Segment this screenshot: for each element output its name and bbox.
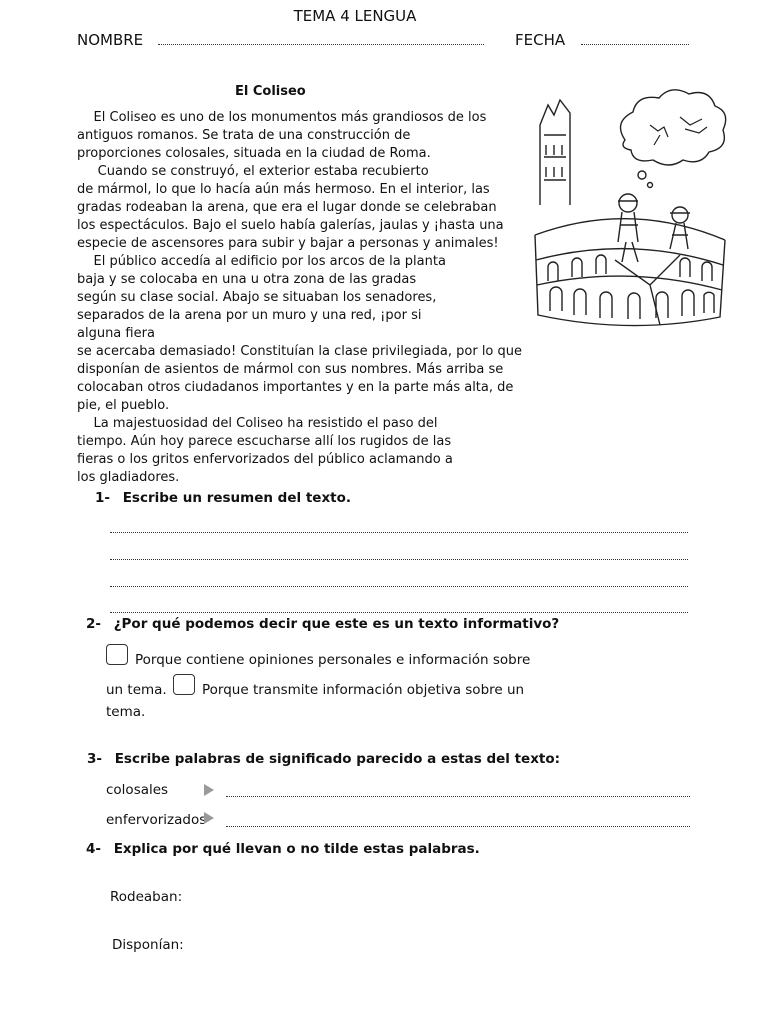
option-a-label: Porque contiene opiniones personales e información sobre bbox=[135, 652, 531, 668]
question-number: 1- bbox=[95, 490, 110, 506]
answer-line[interactable] bbox=[110, 559, 688, 560]
question-4 bbox=[86, 841, 480, 857]
synonym-input-1[interactable] bbox=[226, 796, 690, 797]
answer-line[interactable] bbox=[110, 586, 688, 587]
story-text bbox=[77, 109, 522, 487]
question-text: Explica por qué llevan o no tilde estas palabras. bbox=[113, 841, 480, 857]
question-2 bbox=[86, 616, 559, 632]
question-text: ¿Por qué podemos decir que este es un texto informativo? bbox=[113, 616, 560, 632]
story-line: los espectáculos. Bajo el suelo había galerías, jaulas y ¡hasta una bbox=[77, 218, 504, 233]
option-b-label: Porque transmite información objetiva sobre un bbox=[202, 682, 525, 698]
story-line: según su clase social. Abajo se situaban los senadores, bbox=[77, 290, 437, 305]
story-line: de mármol, lo que lo hacía aún más hermoso. En el interior, las bbox=[77, 182, 490, 197]
story-line: los gladiadores. bbox=[77, 470, 180, 485]
story-line: baja y se colocaba en una u otra zona de las gradas bbox=[77, 272, 417, 287]
arrow-right-icon bbox=[204, 784, 214, 796]
story-line: El Coliseo es uno de los monumentos más grandiosos de los bbox=[77, 110, 487, 125]
option-a-label-cont: un tema. bbox=[106, 682, 167, 698]
question-text: Escribe palabras de significado parecido a estas del texto: bbox=[114, 751, 561, 767]
name-field[interactable] bbox=[158, 44, 484, 45]
story-line: tiempo. Aún hoy parece escucharse allí los rugidos de las bbox=[77, 434, 452, 449]
arrow-right-icon bbox=[204, 812, 214, 824]
question-number: 4- bbox=[86, 841, 101, 857]
option-b-checkbox[interactable] bbox=[173, 674, 195, 695]
option-a-checkbox[interactable] bbox=[106, 644, 128, 665]
word-rodeaban: Rodeaban: bbox=[110, 889, 183, 905]
name-label: NOMBRE bbox=[77, 31, 144, 49]
date-label: FECHA bbox=[515, 31, 566, 49]
story-line: La majestuosidad del Coliseo ha resistido el paso del bbox=[77, 416, 438, 431]
question-number: 3- bbox=[87, 751, 102, 767]
synonym-input-2[interactable] bbox=[226, 826, 690, 827]
word-colosales: colosales bbox=[106, 782, 169, 798]
answer-line[interactable] bbox=[110, 532, 688, 533]
option-b-label-cont: tema. bbox=[106, 704, 146, 720]
word-disponian: Disponían: bbox=[112, 937, 184, 953]
answer-line[interactable] bbox=[110, 612, 688, 613]
story-line: antiguos romanos. Se trata de una construcción de bbox=[77, 128, 411, 143]
story-title: El Coliseo bbox=[235, 84, 306, 99]
story-line: pie, el pueblo. bbox=[77, 398, 170, 413]
story-line: disponían de asientos de mármol con sus nombres. Más arriba se bbox=[77, 362, 504, 377]
date-field[interactable] bbox=[581, 44, 689, 45]
story-line: especie de ascensores para subir y bajar a personas y animales! bbox=[77, 236, 499, 251]
story-line: Cuando se construyó, el exterior estaba recubierto bbox=[77, 164, 429, 179]
worksheet-title: TEMA 4 LENGUA bbox=[293, 7, 417, 25]
story-line: gradas rodeaban la arena, que era el lugar donde se celebraban bbox=[77, 200, 497, 215]
question-1 bbox=[95, 490, 351, 506]
story-line: proporciones colosales, situada en la ciudad de Roma. bbox=[77, 146, 431, 161]
question-text: Escribe un resumen del texto. bbox=[122, 490, 352, 506]
story-line: se acercaba demasiado! Constituían la clase privilegiada, por lo que bbox=[77, 344, 523, 359]
story-line: separados de la arena por un muro y una red, ¡por si bbox=[77, 308, 422, 323]
question-number: 2- bbox=[86, 616, 101, 632]
story-line: fieras o los gritos enfervorizados del público aclamando a bbox=[77, 452, 453, 467]
story-line: alguna fiera bbox=[77, 326, 155, 341]
word-enfervorizados: enfervorizados bbox=[106, 812, 207, 828]
story-line: El público accedía al edificio por los arcos de la planta bbox=[77, 254, 446, 269]
story-line: colocaban otros ciudadanos importantes y en la parte más alta, de bbox=[77, 380, 514, 395]
colosseum-illustration bbox=[530, 85, 730, 345]
question-3 bbox=[87, 751, 560, 767]
